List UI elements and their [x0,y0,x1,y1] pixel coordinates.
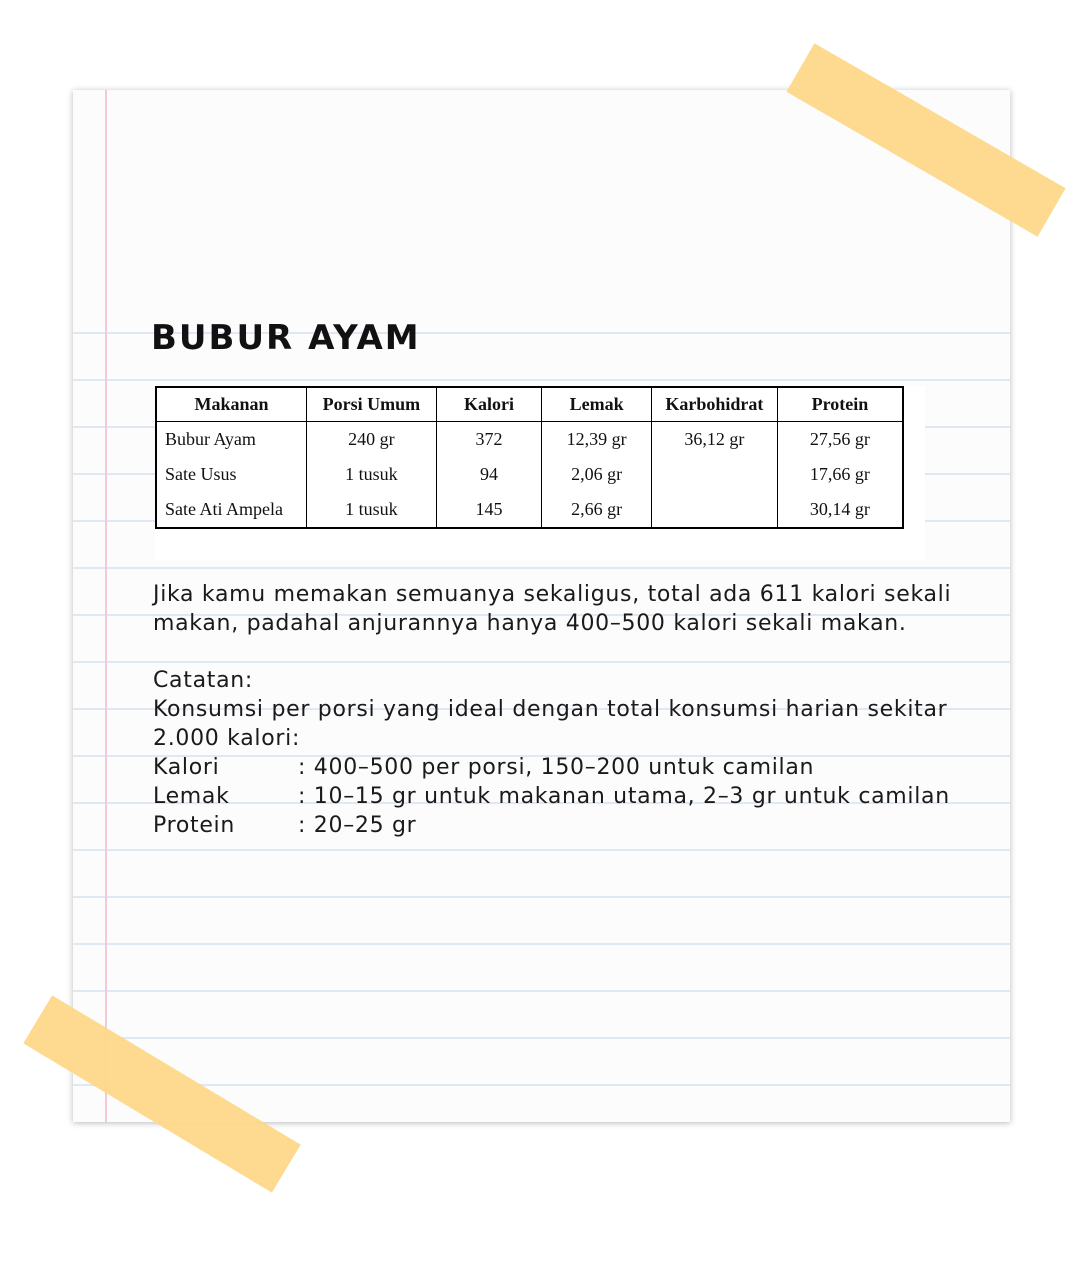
table-cell: 2,66 gr [542,492,652,528]
table-row [156,422,903,458]
table-cell: Sate Ati Ampela [165,499,283,519]
table-cell: 94 [436,457,542,492]
table-cell: 12,39 gr [542,422,652,458]
table-cell: 1 tusuk [307,457,437,492]
note-item-label: Protein [153,813,236,838]
table-cell [652,492,778,528]
note-item-label: Lemak [153,784,230,809]
table-row [156,492,903,528]
table-cell: 30,14 gr [777,492,903,528]
column-header: Porsi Umum [307,387,437,422]
nutrition-table-container [155,386,925,560]
table-cell: 27,56 gr [777,422,903,458]
note-item-value: : 10–15 gr untuk makanan utama, 2–3 gr untuk camilan [298,784,950,809]
table-cell: 1 tusuk [307,492,437,528]
table-cell: Sate Usus [165,464,237,484]
table-cell: 2,06 gr [542,457,652,492]
note-item-kalori [153,753,983,782]
note-intro: Konsumsi per porsi yang ideal dengan total konsumsi harian sekitar 2.000 kalori: [153,697,948,751]
summary-paragraph: Jika kamu memakan semuanya sekaligus, total ada 611 kalori sekali makan, padahal anjurannya hanya 400–500 kalori sekali makan. [153,582,952,636]
note-item-label: Kalori [153,755,220,780]
table-row [156,457,903,492]
column-header: Kalori [436,387,542,422]
table-cell: 145 [436,492,542,528]
note-item-value: : 400–500 per porsi, 150–200 untuk camilan [298,755,815,780]
note-item-value: : 20–25 gr [298,813,417,838]
table-cell [652,457,778,492]
note-item-lemak [153,782,983,811]
page-title: BUBUR AYAM [151,318,421,358]
table-cell: 36,12 gr [652,422,778,458]
margin-line [105,90,107,1122]
column-header: Karbohidrat [652,387,778,422]
column-header: Makanan [156,387,307,422]
note-item-protein [153,811,983,840]
note-section [153,666,983,840]
note-heading: Catatan: [153,668,254,693]
table-cell: 17,66 gr [777,457,903,492]
table-header-row [156,387,903,422]
column-header: Protein [777,387,903,422]
table-cell: 372 [436,422,542,458]
table-cell: Bubur Ayam [165,429,256,449]
column-header: Lemak [542,387,652,422]
table-cell: 240 gr [307,422,437,458]
nutrition-table [155,386,904,529]
